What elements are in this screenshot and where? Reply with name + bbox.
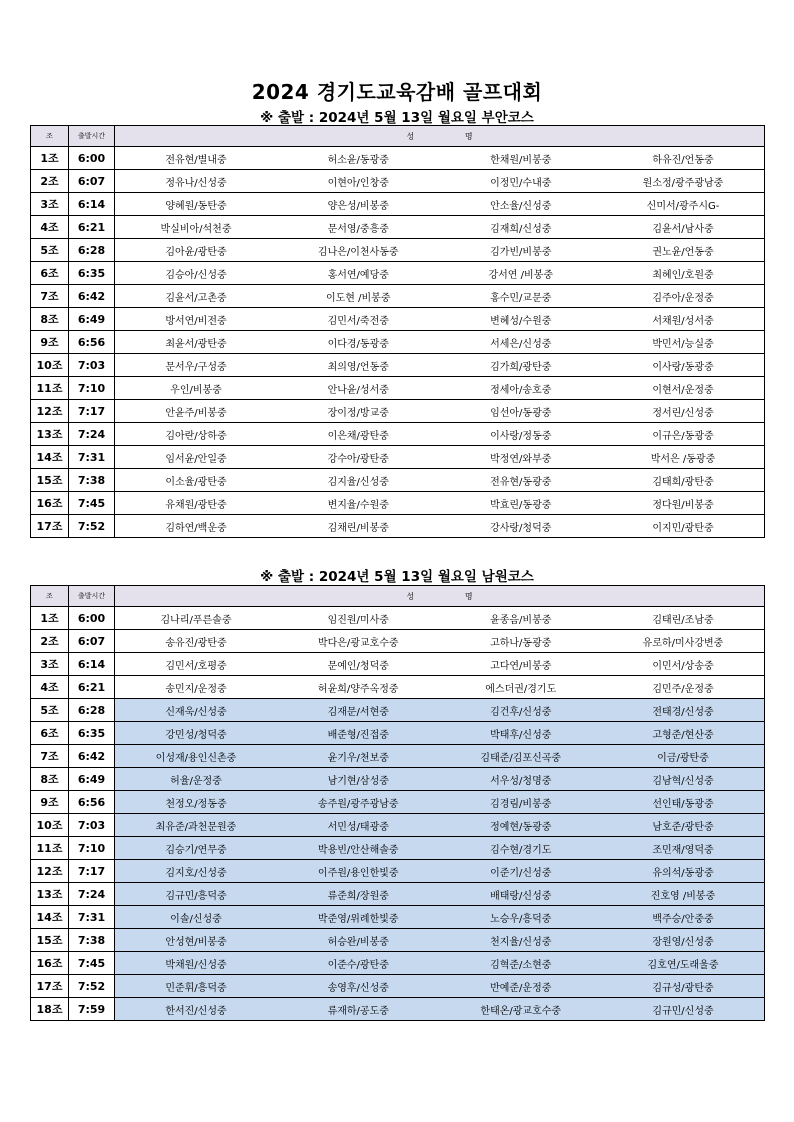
table-row — [31, 745, 765, 768]
group-number: 10조 — [31, 354, 69, 377]
player-name: 박효린/동광중 — [440, 492, 603, 515]
tee-time: 6:21 — [69, 676, 115, 699]
player-name: 이주원/용인한빛중 — [277, 860, 440, 883]
header-names: 성 명 — [115, 126, 765, 147]
group-number: 13조 — [31, 423, 69, 446]
group-number: 5조 — [31, 239, 69, 262]
table-row — [31, 998, 765, 1021]
player-name: 유로하/미사강변중 — [602, 630, 765, 653]
tee-time: 6:07 — [69, 170, 115, 193]
table-row — [31, 492, 765, 515]
group-number: 4조 — [31, 676, 69, 699]
player-name: 안나윤/성서중 — [277, 377, 440, 400]
tee-time: 6:00 — [69, 147, 115, 170]
player-name: 김가희/광탄중 — [440, 354, 603, 377]
tee-time: 7:38 — [69, 469, 115, 492]
group-number: 18조 — [31, 998, 69, 1021]
tee-time: 7:31 — [69, 906, 115, 929]
table-row — [31, 469, 765, 492]
player-name: 천지율/신성중 — [440, 929, 603, 952]
table-row — [31, 653, 765, 676]
player-name: 유채원/광탄중 — [115, 492, 278, 515]
player-name: 서세은/신성중 — [440, 331, 603, 354]
group-number: 13조 — [31, 883, 69, 906]
player-name: 신재욱/신성중 — [115, 699, 278, 722]
group-number: 4조 — [31, 216, 69, 239]
player-name: 김지호/신성중 — [115, 860, 278, 883]
group-number: 10조 — [31, 814, 69, 837]
player-name: 김혁준/소현중 — [440, 952, 603, 975]
player-name: 정예현/동광중 — [440, 814, 603, 837]
tee-time: 6:56 — [69, 791, 115, 814]
player-name: 이민서/상송중 — [602, 653, 765, 676]
tee-time: 7:45 — [69, 952, 115, 975]
player-name: 장이정/방교중 — [277, 400, 440, 423]
player-name: 서우성/청명중 — [440, 768, 603, 791]
player-name: 허율/운정중 — [115, 768, 278, 791]
group-number: 17조 — [31, 975, 69, 998]
group-number: 17조 — [31, 515, 69, 538]
player-name: 김아란/상하중 — [115, 423, 278, 446]
table-row — [31, 262, 765, 285]
player-name: 안소율/신성중 — [440, 193, 603, 216]
player-name: 이지민/광탄중 — [602, 515, 765, 538]
player-name: 김아윤/광탄중 — [115, 239, 278, 262]
player-name: 배태랑/신성중 — [440, 883, 603, 906]
player-name: 김호연/도래울중 — [602, 952, 765, 975]
table-row — [31, 699, 765, 722]
table-row — [31, 768, 765, 791]
player-name: 류준희/장원중 — [277, 883, 440, 906]
player-name: 최의영/언동중 — [277, 354, 440, 377]
group-number: 14조 — [31, 906, 69, 929]
tee-time: 6:07 — [69, 630, 115, 653]
player-name: 김규민/신성중 — [602, 998, 765, 1021]
table-row — [31, 975, 765, 998]
player-name: 권노윤/언동중 — [602, 239, 765, 262]
tee-time: 7:17 — [69, 400, 115, 423]
player-name: 홍서연/예당중 — [277, 262, 440, 285]
table-row — [31, 147, 765, 170]
tee-time: 6:49 — [69, 768, 115, 791]
tee-time: 7:10 — [69, 377, 115, 400]
player-name: 김지율/신성중 — [277, 469, 440, 492]
player-name: 유의석/동광중 — [602, 860, 765, 883]
player-name: 민준휘/흥덕중 — [115, 975, 278, 998]
group-number: 2조 — [31, 630, 69, 653]
player-name: 허소윤/동광중 — [277, 147, 440, 170]
group-number: 1조 — [31, 607, 69, 630]
group-number: 12조 — [31, 860, 69, 883]
section-subtitle-namwon: ※ 출발 : 2024년 5월 13일 월요일 남원코스 — [260, 569, 534, 585]
tee-time: 7:17 — [69, 860, 115, 883]
player-name: 문서영/중흥중 — [277, 216, 440, 239]
player-name: 김나리/푸른솔중 — [115, 607, 278, 630]
player-name: 김승아/신성중 — [115, 262, 278, 285]
player-name: 배준형/진접중 — [277, 722, 440, 745]
player-name: 이정민/수내중 — [440, 170, 603, 193]
table-row — [31, 354, 765, 377]
player-name: 박정연/와부중 — [440, 446, 603, 469]
group-number: 5조 — [31, 699, 69, 722]
group-number: 7조 — [31, 285, 69, 308]
player-name: 이금/광탄중 — [602, 745, 765, 768]
player-name: 이소율/광탄중 — [115, 469, 278, 492]
table-row — [31, 423, 765, 446]
group-number: 3조 — [31, 193, 69, 216]
player-name: 문예인/청덕중 — [277, 653, 440, 676]
player-name: 김윤서/남사중 — [602, 216, 765, 239]
schedule-table-buan — [30, 125, 765, 538]
player-name: 이사랑/동광중 — [602, 354, 765, 377]
group-number: 14조 — [31, 446, 69, 469]
player-name: 변지율/수원중 — [277, 492, 440, 515]
player-name: 송영후/신성중 — [277, 975, 440, 998]
player-name: 윤종음/비봉중 — [440, 607, 603, 630]
tee-time: 7:52 — [69, 515, 115, 538]
player-name: 김주아/운정중 — [602, 285, 765, 308]
group-number: 12조 — [31, 400, 69, 423]
player-name: 김건후/신성중 — [440, 699, 603, 722]
header-names: 성 명 — [115, 586, 765, 607]
table-row — [31, 630, 765, 653]
player-name: 남기현/삼성중 — [277, 768, 440, 791]
table-row — [31, 285, 765, 308]
table-row — [31, 837, 765, 860]
player-name: 박태후/신성중 — [440, 722, 603, 745]
player-name: 허승완/비봉중 — [277, 929, 440, 952]
group-number: 6조 — [31, 262, 69, 285]
player-name: 강사랑/청덕중 — [440, 515, 603, 538]
schedule-table-namwon — [30, 585, 765, 1021]
player-name: 박실비아/석천중 — [115, 216, 278, 239]
player-name: 고형준/현산중 — [602, 722, 765, 745]
table-row — [31, 906, 765, 929]
table-row — [31, 193, 765, 216]
group-number: 16조 — [31, 952, 69, 975]
player-name: 서채원/성서중 — [602, 308, 765, 331]
player-name: 김채린/비봉중 — [277, 515, 440, 538]
table-row — [31, 377, 765, 400]
tee-time: 7:24 — [69, 423, 115, 446]
tee-time: 6:28 — [69, 699, 115, 722]
table-row — [31, 791, 765, 814]
player-name: 임진원/미사중 — [277, 607, 440, 630]
player-name: 이현아/인창중 — [277, 170, 440, 193]
player-name: 서민성/태광중 — [277, 814, 440, 837]
tee-time: 7:03 — [69, 354, 115, 377]
player-name: 문서우/구성중 — [115, 354, 278, 377]
player-name: 반예준/운정중 — [440, 975, 603, 998]
player-name: 송유진/광탄중 — [115, 630, 278, 653]
document-title: 2024 경기도교육감배 골프대회 — [251, 80, 543, 104]
group-number: 7조 — [31, 745, 69, 768]
player-name: 허윤희/양주옥정중 — [277, 676, 440, 699]
group-number: 8조 — [31, 308, 69, 331]
tee-time: 7:24 — [69, 883, 115, 906]
tee-time: 7:03 — [69, 814, 115, 837]
player-name: 이도현 /비봉중 — [277, 285, 440, 308]
header-group: 조 — [31, 586, 69, 607]
player-name: 최혜인/호원중 — [602, 262, 765, 285]
player-name: 남호준/광탄중 — [602, 814, 765, 837]
player-name: 이준기/신성중 — [440, 860, 603, 883]
player-name: 김나은/이천사동중 — [277, 239, 440, 262]
tee-time: 6:35 — [69, 722, 115, 745]
group-number: 2조 — [31, 170, 69, 193]
table-row — [31, 929, 765, 952]
player-name: 김태린/조남중 — [602, 607, 765, 630]
group-number: 15조 — [31, 929, 69, 952]
player-name: 이성재/용인신촌중 — [115, 745, 278, 768]
tee-time: 6:49 — [69, 308, 115, 331]
header-time: 출발시간 — [69, 126, 115, 147]
player-name: 에스더권/경기도 — [440, 676, 603, 699]
player-name: 전유현/동광중 — [440, 469, 603, 492]
table-row — [31, 814, 765, 837]
tee-time: 6:56 — [69, 331, 115, 354]
player-name: 우인/비봉중 — [115, 377, 278, 400]
table-row — [31, 952, 765, 975]
player-name: 류재하/공도중 — [277, 998, 440, 1021]
player-name: 하유진/언동중 — [602, 147, 765, 170]
tee-time: 7:38 — [69, 929, 115, 952]
table-row — [31, 607, 765, 630]
player-name: 최유준/과천문원중 — [115, 814, 278, 837]
player-name: 진호영 /비봉중 — [602, 883, 765, 906]
player-name: 박준영/위례한빛중 — [277, 906, 440, 929]
table-row — [31, 446, 765, 469]
player-name: 박용빈/안산해솔중 — [277, 837, 440, 860]
player-name: 이현서/운정중 — [602, 377, 765, 400]
table-row — [31, 216, 765, 239]
player-name: 임서윤/안일중 — [115, 446, 278, 469]
player-name: 정다원/비봉중 — [602, 492, 765, 515]
player-name: 김규민/흥덕중 — [115, 883, 278, 906]
player-name: 양은성/비봉중 — [277, 193, 440, 216]
player-name: 김승기/연무중 — [115, 837, 278, 860]
player-name: 김남혁/신성중 — [602, 768, 765, 791]
section-subtitle-buan: ※ 출발 : 2024년 5월 13일 월요일 부안코스 — [260, 110, 534, 126]
table-row — [31, 722, 765, 745]
group-number: 16조 — [31, 492, 69, 515]
player-name: 이다경/동광중 — [277, 331, 440, 354]
group-number: 9조 — [31, 331, 69, 354]
player-name: 김수현/경기도 — [440, 837, 603, 860]
player-name: 송민지/운정중 — [115, 676, 278, 699]
player-name: 임선아/동광중 — [440, 400, 603, 423]
group-number: 6조 — [31, 722, 69, 745]
player-name: 원소정/광주광남중 — [602, 170, 765, 193]
tee-time: 6:14 — [69, 193, 115, 216]
player-name: 최윤서/광탄중 — [115, 331, 278, 354]
tee-time: 7:31 — [69, 446, 115, 469]
player-name: 김재문/서현중 — [277, 699, 440, 722]
player-name: 김경림/비봉중 — [440, 791, 603, 814]
player-name: 김재희/신성중 — [440, 216, 603, 239]
tee-time: 7:10 — [69, 837, 115, 860]
player-name: 김하연/백운중 — [115, 515, 278, 538]
player-name: 강민성/청덕중 — [115, 722, 278, 745]
tee-time: 6:14 — [69, 653, 115, 676]
group-number: 11조 — [31, 837, 69, 860]
player-name: 이솔/신성중 — [115, 906, 278, 929]
player-name: 방서연/비전중 — [115, 308, 278, 331]
player-name: 한채원/비봉중 — [440, 147, 603, 170]
player-name: 김가빈/비봉중 — [440, 239, 603, 262]
table-row — [31, 239, 765, 262]
player-name: 전태경/신성중 — [602, 699, 765, 722]
header-group: 조 — [31, 126, 69, 147]
player-name: 노승우/흥덕중 — [440, 906, 603, 929]
player-name: 박서은 /동광중 — [602, 446, 765, 469]
player-name: 안성현/비봉중 — [115, 929, 278, 952]
table-row — [31, 676, 765, 699]
player-name: 고다연/비봉중 — [440, 653, 603, 676]
player-name: 김태희/광탄중 — [602, 469, 765, 492]
player-name: 이은채/광탄중 — [277, 423, 440, 446]
player-name: 정유나/신성중 — [115, 170, 278, 193]
tee-time: 7:52 — [69, 975, 115, 998]
table-row — [31, 331, 765, 354]
group-number: 3조 — [31, 653, 69, 676]
player-name: 윤기우/천보중 — [277, 745, 440, 768]
player-name: 김규성/광탄중 — [602, 975, 765, 998]
group-number: 15조 — [31, 469, 69, 492]
player-name: 한태온/광교호수중 — [440, 998, 603, 1021]
player-name: 정서린/신성중 — [602, 400, 765, 423]
table-row — [31, 860, 765, 883]
player-name: 강수아/광탄중 — [277, 446, 440, 469]
player-name: 선인태/동광중 — [602, 791, 765, 814]
player-name: 이준수/광탄중 — [277, 952, 440, 975]
player-name: 김민주/운정중 — [602, 676, 765, 699]
player-name: 신미서/광주시G- — [602, 193, 765, 216]
table-row — [31, 515, 765, 538]
player-name: 이규은/동광중 — [602, 423, 765, 446]
table-row — [31, 400, 765, 423]
player-name: 박민서/능실중 — [602, 331, 765, 354]
tee-time: 7:45 — [69, 492, 115, 515]
table-row — [31, 883, 765, 906]
group-number: 11조 — [31, 377, 69, 400]
player-name: 안윤주/비봉중 — [115, 400, 278, 423]
group-number: 8조 — [31, 768, 69, 791]
player-name: 송주원/광주광남중 — [277, 791, 440, 814]
table-row — [31, 170, 765, 193]
player-name: 박다은/광교호수중 — [277, 630, 440, 653]
player-name: 김태준/김포신곡중 — [440, 745, 603, 768]
group-number: 1조 — [31, 147, 69, 170]
player-name: 한서진/신성중 — [115, 998, 278, 1021]
tee-time: 6:00 — [69, 607, 115, 630]
tee-time: 6:42 — [69, 285, 115, 308]
player-name: 고하나/동광중 — [440, 630, 603, 653]
player-name: 양혜원/동탄중 — [115, 193, 278, 216]
tee-time: 6:35 — [69, 262, 115, 285]
player-name: 변혜성/수원중 — [440, 308, 603, 331]
player-name: 장원영/신성중 — [602, 929, 765, 952]
header-time: 출발시간 — [69, 586, 115, 607]
tee-time: 7:59 — [69, 998, 115, 1021]
player-name: 조민재/영덕중 — [602, 837, 765, 860]
tee-time: 6:42 — [69, 745, 115, 768]
player-name: 박채원/신성중 — [115, 952, 278, 975]
group-number: 9조 — [31, 791, 69, 814]
player-name: 정세아/송호중 — [440, 377, 603, 400]
player-name: 천정오/정동중 — [115, 791, 278, 814]
player-name: 이사랑/정동중 — [440, 423, 603, 446]
player-name: 김윤서/고촌중 — [115, 285, 278, 308]
tee-time: 6:21 — [69, 216, 115, 239]
tee-time: 6:28 — [69, 239, 115, 262]
player-name: 김민서/호평중 — [115, 653, 278, 676]
player-name: 백주승/안중중 — [602, 906, 765, 929]
table-row — [31, 308, 765, 331]
player-name: 홍수민/교문중 — [440, 285, 603, 308]
player-name: 김민서/죽전중 — [277, 308, 440, 331]
player-name: 강서연 /비봉중 — [440, 262, 603, 285]
player-name: 전유현/별내중 — [115, 147, 278, 170]
